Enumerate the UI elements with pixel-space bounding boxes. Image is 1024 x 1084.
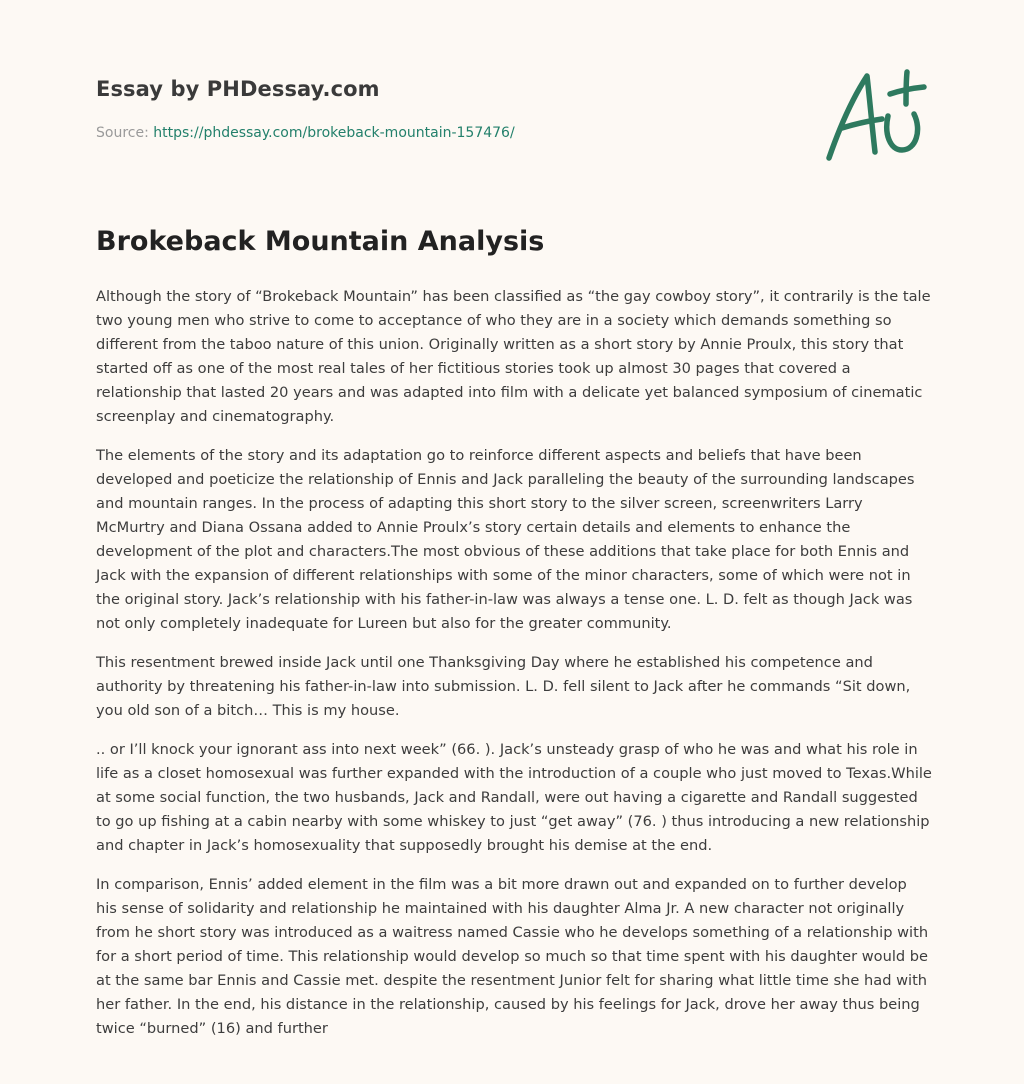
source-link[interactable]: https://phdessay.com/brokeback-mountain-157476/ bbox=[153, 125, 515, 141]
essay-paragraph: In comparison, Ennis’ added element in the film was a bit more drawn out and expanded on to further develop his sense of solidarity and relationship he maintained with his daughter Alma Jr. A new character not originally from he short story was introduced as a waitress named Cassie who he develops something of a relationship with for a short period of time. This relationship would develop so much so that time spent with his daughter would be at the same bar Ennis and Cassie met. despite the resentment Junior felt for sharing what little time she had with her father. In the end, his distance in the relationship, caused by his feelings for Jack, drove her away thus being twice “burned” (16) and further bbox=[96, 876, 929, 1037]
a-plus-logo-icon bbox=[820, 64, 930, 164]
source-label: Source: bbox=[96, 125, 154, 141]
essay-paragraph: The elements of the story and its adaptation go to reinforce different aspects and beliefs that have been developed and poeticize the relationship of Ennis and Jack paralleling the beauty of the surrounding landscapes and mountain ranges. In the process of adapting this short story to the silver screen, screenwriters Larry McMurtry and Diana Ossana added to Annie Proulx’s story certain details and elements to enhance the development of the plot and characters.The most obvious of these additions that take place for both Ennis and Jack with the expansion of different relationships with some of the minor characters, some of which were not in the original story. Jack’s relationship with his father-in-law was always a tense one. L. D. felt as though Jack was not only completely inadequate for Lureen but also for the greater community. bbox=[96, 447, 915, 632]
essay-paragraph: Although the story of “Brokeback Mountain” has been classified as “the gay cowboy story”, it contrarily is the tale two young men who strive to come to acceptance of who they are in a society which demands something so different from the taboo nature of this union. Originally written as a short story by Annie Proulx, this story that started off as one of the most real tales of her fictitious stories took up almost 30 pages that covered a relationship that lasted 20 years and was adapted into film with a delicate yet balanced symposium of cinematic screenplay and cinematography. bbox=[96, 288, 931, 425]
essay-title: Brokeback Mountain Analysis bbox=[96, 226, 545, 257]
essay-paragraph: This resentment brewed inside Jack until one Thanksgiving Day where he established his competence and authority by threatening his father-in-law into submission. L. D. fell silent to Jack after he commands “Sit down, you old son of a bitch… This is my house. bbox=[96, 654, 911, 719]
source-line bbox=[96, 125, 515, 141]
site-brand: Essay by PHDessay.com bbox=[96, 77, 380, 101]
essay-body bbox=[96, 285, 932, 1056]
essay-paragraph: .. or I’ll knock your ignorant ass into next week” (66. ). Jack’s unsteady grasp of who he was and what his role in life as a closet homosexual was further expanded with the introduction of a couple who just moved to Texas.While at some social function, the two husbands, Jack and Randall, were out having a cigarette and Randall suggested to go up fishing at a cabin nearby with some whiskey to just “get away” (76. ) thus introducing a new relationship and chapter in Jack’s homosexuality that supposedly brought his demise at the end. bbox=[96, 741, 932, 854]
